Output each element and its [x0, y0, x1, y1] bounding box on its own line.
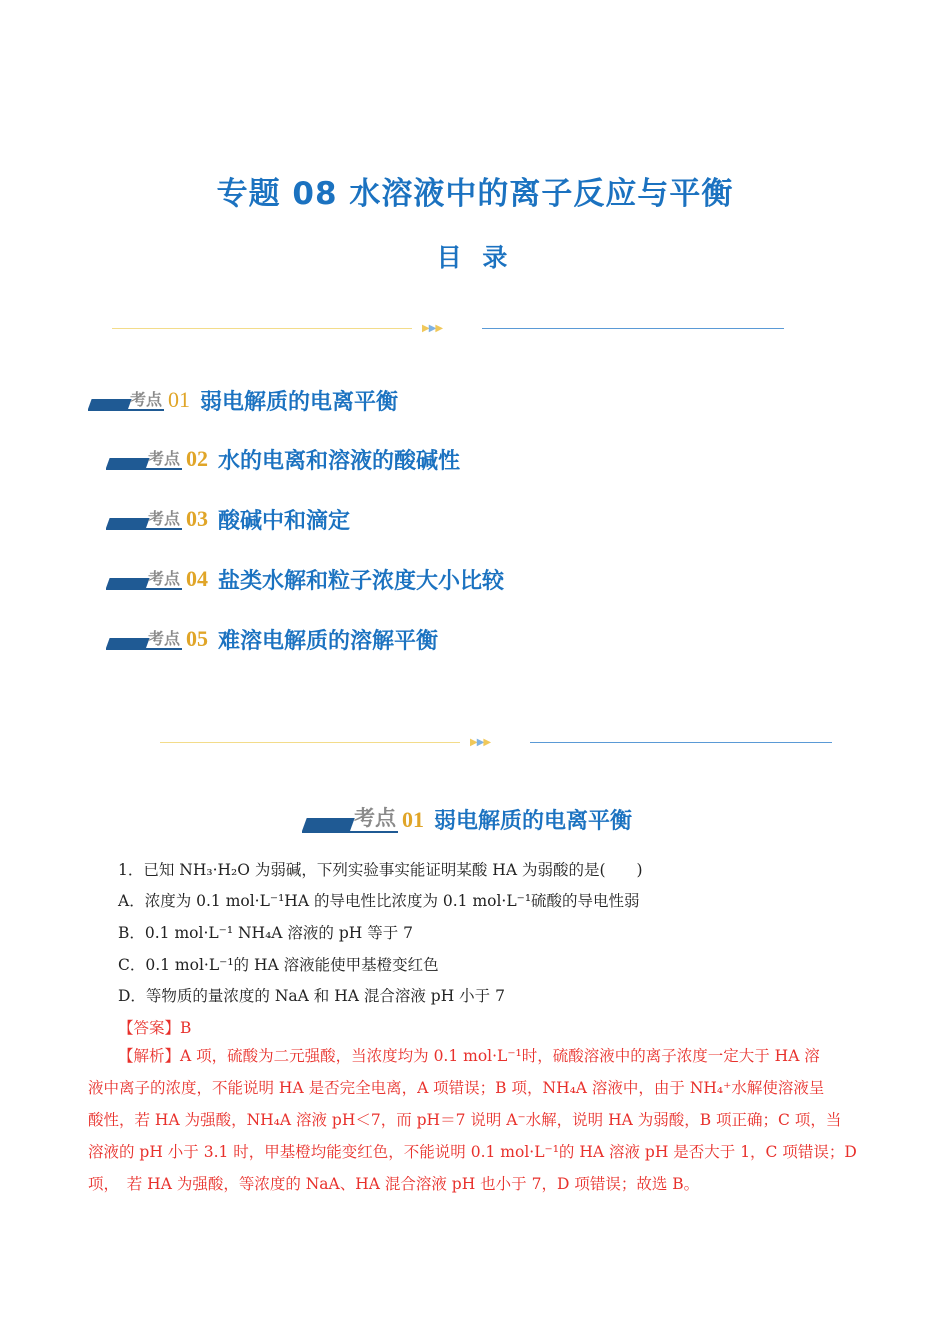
toc-number: 05 — [186, 626, 208, 651]
section-heading — [302, 804, 632, 835]
analysis-label: 【解析】 — [118, 1047, 181, 1065]
analysis-line-3: 酸性，若 HA 为强酸，NH₄A 溶液 pH＜7，而 pH＝7 说明 A⁻水解，说明 HA 为弱酸，B 项正确；C 项，当 — [88, 1111, 842, 1129]
option-b: B．0.1 mol·L⁻¹ NH₄A 溶液的 pH 等于 7 — [118, 924, 413, 942]
toc-item-04[interactable] — [106, 564, 504, 594]
toc-heading: 目 录 — [436, 243, 514, 272]
analysis-line-4: 溶液的 pH 小于 3.1 时，甲基橙均能变红色，不能说明 0.1 mol·L⁻¹的 HA 溶液 pH 是否大于 1，C 项错误；D — [88, 1143, 857, 1161]
toc-item-02[interactable] — [106, 444, 460, 474]
toc-label: 酸碱中和滴定 — [218, 508, 351, 534]
toc-label: 弱电解质的电离平衡 — [200, 389, 399, 415]
divider-middle — [160, 736, 832, 750]
badge-icon: 考点 — [106, 628, 182, 650]
toc-item-03[interactable] — [106, 504, 350, 534]
arrow-icon: ▶▶▶ — [422, 323, 443, 334]
answer-value: B — [180, 1019, 192, 1037]
toc-label: 盐类水解和粒子浓度大小比较 — [218, 568, 505, 594]
badge-icon: 考点 — [106, 568, 182, 590]
analysis-block — [88, 1040, 868, 1200]
toc-number: 03 — [186, 506, 208, 531]
toc-number: 04 — [186, 566, 208, 591]
toc-item-05[interactable] — [106, 624, 438, 654]
arrow-icon: ▶▶▶ — [470, 737, 491, 748]
badge-icon: 考点 — [106, 448, 182, 470]
badge-icon: 考点 — [88, 389, 164, 411]
page-title: 专题 08 水溶液中的离子反应与平衡 — [216, 176, 734, 212]
option-c: C．0.1 mol·L⁻¹的 HA 溶液能使甲基橙变红色 — [118, 956, 439, 974]
option-d: D．等物质的量浓度的 NaA 和 HA 混合溶液 pH 小于 7 — [118, 987, 505, 1005]
toc-label: 难溶电解质的溶解平衡 — [218, 628, 439, 654]
option-a: A．浓度为 0.1 mol·L⁻¹HA 的导电性比浓度为 0.1 mol·L⁻¹硫酸的导电性弱 — [118, 892, 640, 910]
section-number: 01 — [402, 806, 424, 832]
toc-number: 02 — [186, 446, 208, 471]
analysis-line-1: 【解析】A 项，硫酸为二元强酸，当浓度均为 0.1 mol·L⁻¹时，硫酸溶液中的离子浓度一定大于 HA 溶 — [118, 1047, 820, 1065]
toc-item-01[interactable] — [88, 385, 398, 415]
toc-label: 水的电离和溶液的酸碱性 — [218, 448, 461, 474]
section-label: 弱电解质的电离平衡 — [434, 809, 633, 834]
answer-label: 【答案】 — [118, 1019, 181, 1037]
divider-top — [112, 322, 784, 336]
analysis-line-2: 液中离子的浓度，不能说明 HA 是否完全电离，A 项错误；B 项，NH₄A 溶液中，由于 NH₄⁺水解使溶液呈 — [88, 1079, 825, 1097]
question-stem: 1．已知 NH₃·H₂O 为弱碱，下列实验事实能证明某酸 HA 为弱酸的是( ) — [118, 861, 643, 879]
toc-number: 01 — [168, 387, 190, 412]
answer-line — [118, 1018, 191, 1038]
badge-icon: 考点 — [302, 807, 398, 833]
badge-icon: 考点 — [106, 508, 182, 530]
analysis-line-5: 项， 若 HA 为强酸，等浓度的 NaA、HA 混合溶液 pH 也小于 7，D 项错误；故选 B。 — [88, 1175, 700, 1193]
